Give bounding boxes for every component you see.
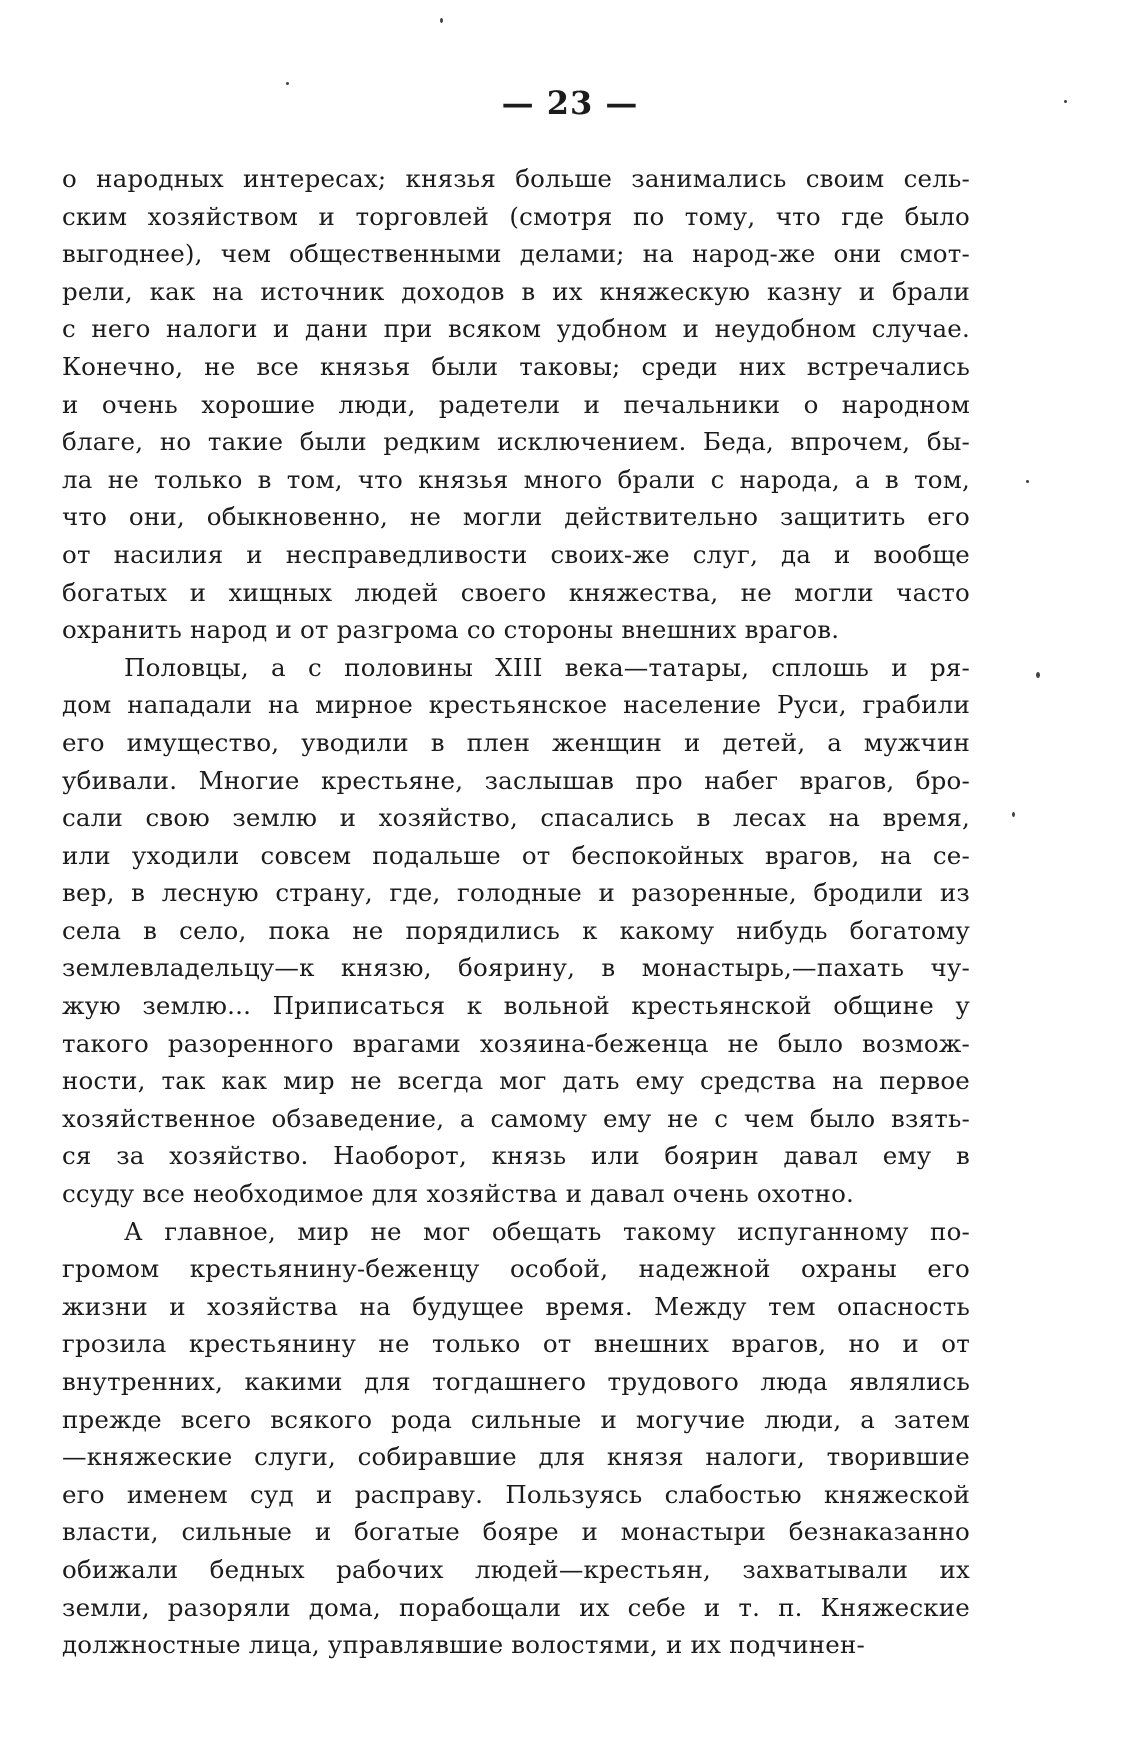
text-line: его именем суд и расправу. Пользуясь слабостью княжеской xyxy=(62,1479,970,1509)
paragraph-start-line: Половцы, а с половины XIII века—татары, сплошь и ря- xyxy=(124,652,970,682)
text-line: хозяйственное обзаведение, а самому ему не с чем было взять- xyxy=(62,1103,970,1133)
text-line: громом крестьянину-беженцу особой, надежной охраны его xyxy=(62,1254,970,1284)
text-line: земли, разоряли дома, порабощали их себе и т. п. Княжеские xyxy=(62,1592,970,1622)
text-line: или уходили совсем подальше от беспокойных врагов, на се- xyxy=(62,840,970,870)
scan-speck xyxy=(1026,480,1029,483)
text-line: ссуду все необходимое для хозяйства и давал очень охотно. xyxy=(62,1179,855,1209)
scan-speck xyxy=(440,18,443,23)
text-line: рели, как на источник доходов в их княжескую казну и брали xyxy=(62,276,970,306)
scan-speck xyxy=(286,82,289,85)
text-line: власти, сильные и богатые бояре и монастыри безнаказанно xyxy=(62,1517,970,1547)
text-line: Конечно, не все князья были таковы; среди них встречались xyxy=(62,351,970,381)
scan-speck xyxy=(1036,672,1040,678)
text-line: должностные лица, управлявшие волостями, и их подчинен- xyxy=(62,1630,866,1660)
page-number: — 23 — xyxy=(501,84,639,122)
text-line: обижали бедных рабочих людей—крестьян, захватывали их xyxy=(62,1554,970,1584)
text-line: землевладельцу—к князю, боярину, в монастырь,—пахать чу- xyxy=(62,953,970,983)
text-line: вер, в лесную страну, где, голодные и разоренные, бродили из xyxy=(62,878,970,908)
text-line: убивали. Многие крестьяне, заслышав про набег врагов, бро- xyxy=(62,765,970,795)
text-line: ся за хозяйство. Наоборот, князь или боярин давал ему в xyxy=(62,1141,970,1171)
text-line: села в село, пока не порядились к какому нибудь богатому xyxy=(62,915,970,945)
scan-speck xyxy=(1012,812,1015,817)
text-line: от насилия и несправедливости своих-же слуг, да и вообще xyxy=(62,539,970,569)
text-line: внутренних, какими для тогдашнего трудового люда являлись xyxy=(62,1367,970,1396)
text-line: и очень хорошие люди, радетели и печальники о народном xyxy=(62,389,970,419)
text-line: охранить народ и от разгрома со стороны внешних врагов. xyxy=(62,615,840,645)
text-line: прежде всего всякого рода сильные и могучие люди, а затем xyxy=(62,1404,970,1434)
text-line: благе, но такие были редким исключением. Беда, впрочем, бы- xyxy=(62,427,970,457)
text-line: выгоднее), чем общественными делами; на народ-же они смот- xyxy=(62,239,970,269)
text-line: богатых и хищных людей своего княжества, не могли часто xyxy=(62,577,970,607)
text-line: жую землю... Приписаться к вольной крестьянской общине у xyxy=(62,991,970,1021)
text-line: его имущество, уводили в плен женщин и детей, а мужчин xyxy=(62,727,970,757)
text-line: сали свою землю и хозяйство, спасались в лесах на время, xyxy=(62,803,970,833)
text-line: с него налоги и дани при всяком удобном и неудобном случае. xyxy=(62,314,970,344)
text-line: такого разоренного врагами хозяина-беженца не было возмож- xyxy=(62,1028,970,1058)
text-line: ским хозяйством и торговлей (смотря по тому, что где было xyxy=(62,201,970,231)
text-line: дом нападали на мирное крестьянское население Руси, грабили xyxy=(62,690,970,720)
text-line: грозила крестьянину не только от внешних врагов, но и от xyxy=(62,1329,970,1359)
text-line: —княжеские слуги, собиравшие для князя налоги, творившие xyxy=(62,1442,970,1472)
text-line: ности, так как мир не всегда мог дать ему средства на первое xyxy=(62,1066,970,1096)
text-line: что они, обыкновенно, не могли действительно защитить его xyxy=(62,502,970,532)
paragraph-start-line: А главное, мир не мог обещать такому испуганному по- xyxy=(124,1216,970,1246)
scan-speck xyxy=(1064,100,1067,103)
text-line: о народных интересах; князья больше занимались своим сель- xyxy=(62,164,970,193)
body-text xyxy=(62,160,970,1664)
text-line: жизни и хозяйства на будущее время. Между тем опасность xyxy=(62,1291,970,1321)
text-line: ла не только в том, что князья много брали с народа, а в том, xyxy=(62,464,970,494)
